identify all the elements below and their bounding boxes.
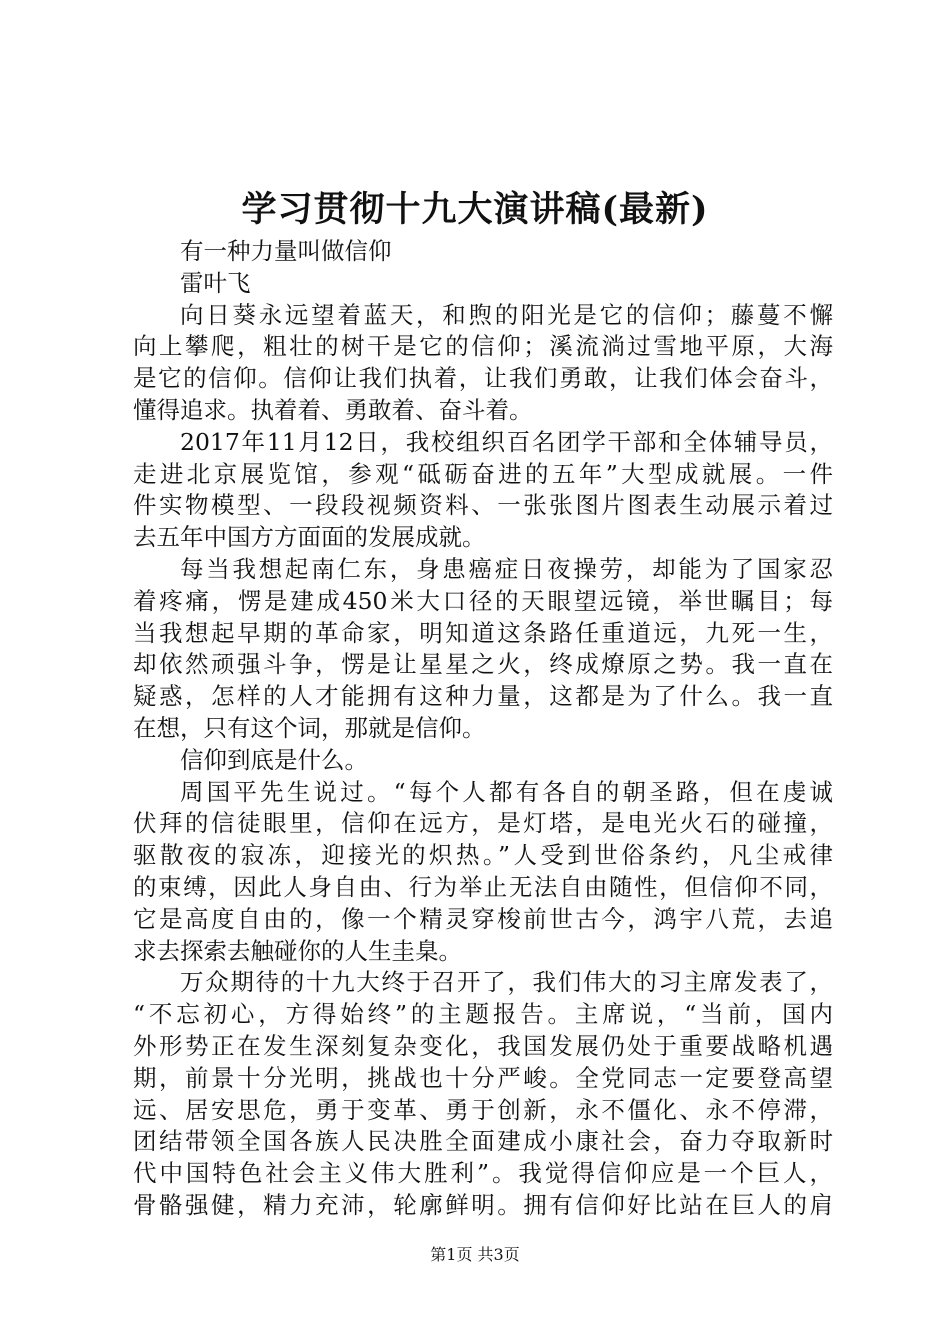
text-line: 当我想起早期的革命家，明知道这条路任重道远，九死一生， [133,618,833,647]
text-line: 走进北京展览馆，参观“砥砺奋进的五年”大型成就展。一件 [133,459,833,488]
text-line: 每当我想起南仁东，身患癌症日夜操劳，却能为了国家忍 [180,554,833,583]
text-line: 向日葵永远望着蓝天，和煦的阳光是它的信仰；藤蔓不懈 [180,300,833,329]
text-line: 在想，只有这个词，那就是信仰。 [133,713,486,742]
text-line: 懂得追求。执着着、勇敢着、奋斗着。 [133,395,533,424]
text-line: 远、居安思危，勇于变革、勇于创新，永不僵化、永不停滞， [133,1095,833,1124]
text-line: 外形势正在发生深刻复杂变化，我国发展仍处于重要战略机遇 [133,1031,833,1060]
text-line: 是它的信仰。信仰让我们执着，让我们勇敢，让我们体会奋斗， [133,364,833,393]
text-line: 却依然顽强斗争，愣是让星星之火，终成燎原之势。我一直在 [133,650,833,679]
text-line: 有一种力量叫做信仰 [180,237,392,265]
text-line: 疑惑，怎样的人才能拥有这种力量，这都是为了什么。我一直 [133,682,833,711]
text-line: 件实物模型、一段段视频资料、一张张图片图表生动展示着过 [133,491,833,520]
text-line: 求去探索去触碰你的人生圭臬。 [133,936,462,965]
text-line: 雷叶飞 [180,268,251,297]
text-line: 万众期待的十九大终于召开了，我们伟大的习主席发表了， [180,968,833,997]
page-footer: 第1页 共3页 [430,1245,520,1264]
text-line: 伏拜的信徒眼里，信仰在远方，是灯塔，是电光火石的碰撞， [133,809,833,838]
document-title: 学习贯彻十九大演讲稿(最新) [241,189,709,230]
text-line: 骨骼强健，精力充沛，轮廓鲜明。拥有信仰好比站在巨人的肩 [133,1190,833,1219]
text-line: 去五年中国方方面面的发展成就。 [133,523,486,552]
text-line: 信仰到底是什么。 [180,745,368,774]
text-line: 向上攀爬，粗壮的树干是它的信仰；溪流淌过雪地平原，大海 [133,332,833,361]
text-line: 驱散夜的寂冻，迎接光的炽热。”人受到世俗条约，凡尘戒律 [133,841,833,870]
text-line: 的束缚，因此人身自由、行为举止无法自由随性，但信仰不同， [133,872,833,901]
text-line: 期，前景十分光明，挑战也十分严峻。全党同志一定要登高望 [133,1063,833,1092]
text-line: 它是高度自由的，像一个精灵穿梭前世古今，鸿宇八荒，去追 [133,904,833,933]
text-line: 2017年11月12日，我校组织百名团学干部和全体辅导员， [180,427,833,456]
document-body [133,236,833,1222]
text-line: 周国平先生说过。“每个人都有各自的朝圣路，但在虔诚 [180,777,833,806]
text-line: 团结带领全国各族人民决胜全面建成小康社会，奋力夺取新时 [133,1127,833,1156]
text-line: “不忘初心，方得始终”的主题报告。主席说，“当前，国内 [133,1000,833,1029]
text-line: 代中国特色社会主义伟大胜利”。我觉得信仰应是一个巨人， [133,1159,833,1188]
text-line: 着疼痛，愣是建成450米大口径的天眼望远镜，举世瞩目；每 [133,586,833,615]
